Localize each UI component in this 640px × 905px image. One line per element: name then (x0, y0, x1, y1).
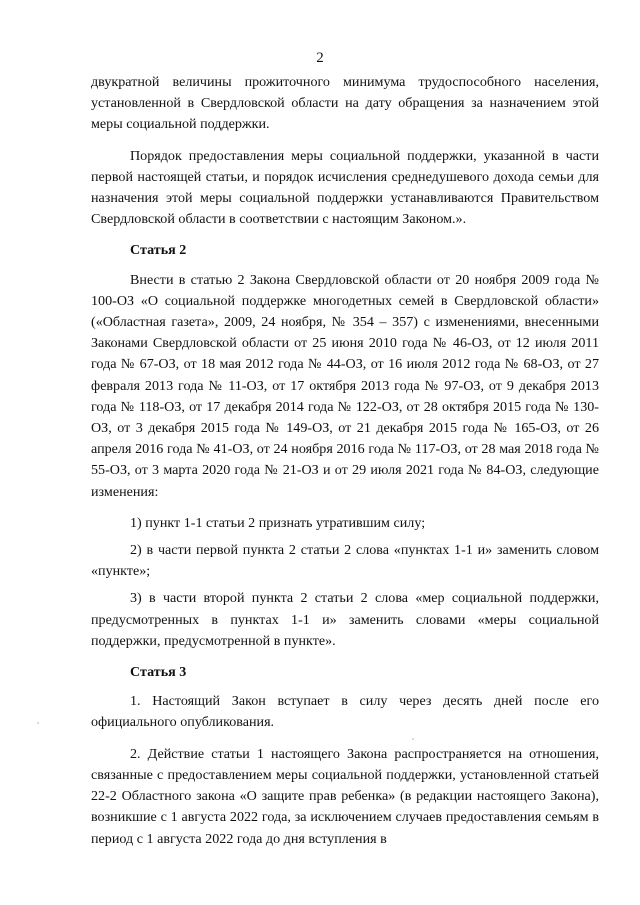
article-2-heading: Статья 2 (130, 242, 187, 259)
paragraph-procedure: Порядок предоставления меры социальной поддержки, указанной в части первой настоящей статьи, и порядок исчисления среднедушевого дохода семьи для назначения этой меры социальной поддержки устанавливаются Правительством Свердловской области в соответствии с настоящим Законом.». (91, 147, 599, 228)
scan-speck (37, 722, 39, 724)
article-3-part-1: 1. Настоящий Закон вступает в силу через десять дней после его официального опубликования. (91, 693, 599, 731)
page-number: 2 (316, 50, 324, 66)
article-2-intro: Внести в статью 2 Закона Свердловской области от 20 ноября 2009 года № 100-ОЗ «О социальной поддержке многодетных семей в Свердловской области» («Областная газета», 2009, 24 ноября, № 354 – 357) с изменениями, внесенными Законами Свердловской области от 25 июня 2010 года № 46-ОЗ, от 12 июля 2011 года № 67-ОЗ, от 18 мая 2012 года № 44-ОЗ, от 16 июля 2012 года № 68-ОЗ, от 27 февраля 2013 года № 11-ОЗ, от 17 октября 2013 года № 97-ОЗ, от 9 декабря 2013 года № 118-ОЗ, от 17 декабря 2014 года № 122-ОЗ, от 28 октября 2015 года № 130-ОЗ, от 3 декабря 2015 года № 149-ОЗ, от 21 декабря 2015 года № 165-ОЗ, от 26 апреля 2016 года № 41-ОЗ, от 24 ноября 2016 года № 117-ОЗ, от 28 мая 2018 года № 55-ОЗ, от 3 марта 2020 года № 21-ОЗ и от 29 июля 2021 года № 84-ОЗ, следующие изменения: (91, 271, 599, 500)
article-3-part-2: 2. Действие статьи 1 настоящего Закона распространяется на отношения, связанные с предоставлением меры социальной поддержки, установленной статьей 22-2 Областного закона «О защите прав ребенка» (в редакции настоящего Закона), возникшие с 1 августа 2022 года, за исключением случаев предоставления семьям в период с 1 августа 2022 года до дня вступления в (91, 745, 599, 847)
article-2-item-3: 3) в части второй пункта 2 статьи 2 слова «мер социальной поддержки, предусмотренных в пунктах 1-1 и» заменить словами «меры социальной поддержки, предусмотренной в пункте». (91, 590, 599, 649)
article-2-item-2: 2) в части первой пункта 2 статьи 2 слова «пунктах 1-1 и» заменить словом «пункте»; (91, 542, 599, 580)
scan-speck (412, 738, 414, 740)
article-2-item-1: 1) пункт 1-1 статьи 2 признать утратившим силу; (130, 514, 426, 531)
paragraph-continuation: двукратной величины прожиточного минимума трудоспособного населения, установленной в Свердловской области на дату обращения за назначением этой меры социальной поддержки. (91, 74, 599, 133)
article-3-heading: Статья 3 (130, 664, 187, 681)
document-body (91, 72, 599, 860)
